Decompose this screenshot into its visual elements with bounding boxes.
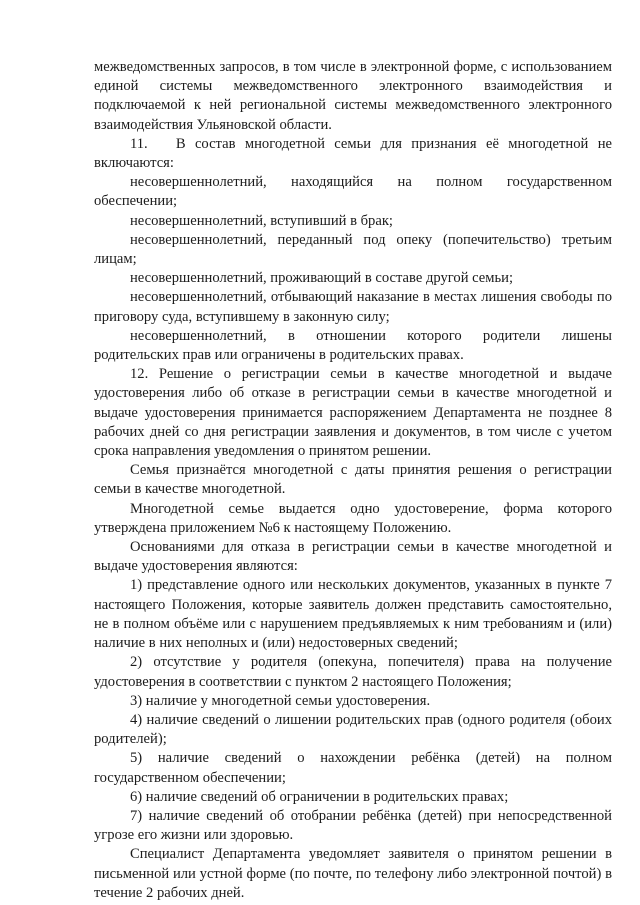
paragraph-ground-6: 6) наличие сведений об ограничении в родительских правах; [130,788,509,805]
paragraph-interagency-requests: межведомственных запросов, в том числе в электронной форме, с использованием единой системы межведомственного электронного взаимодействия и подключаемой к ней региональной системы межведомственного электронного взаимодействия Ульяновской области. [94,59,612,133]
paragraph-item-11: 11. В состав многодетной семьи для признания её многодетной не включаются: [94,135,612,172]
paragraph-ground-2: 2) отсутствие у родителя (опекуна, попечителя) права на получение удостоверения в соответствии с пунктом 2 настоящего Положения; [94,654,612,690]
paragraph-ground-7: 7) наличие сведений об отобрании ребёнка (детей) при непосредственной угрозе его жизни или здоровью. [94,807,612,844]
paragraph-ground-5: 5) наличие сведений о нахождении ребёнка (детей) на полном государственном обеспечении; [94,750,612,786]
paragraph-exclusion-imprisoned: несовершеннолетний, отбывающий наказание в местах лишения свободы по приговору суда, вступившему в законную силу; [94,289,612,325]
paragraph-ground-1: 1) представление одного или нескольких документов, указанных в пункте 7 настоящего Положения, которые заявитель должен представить самостоятельно, не в полном объёме или с нарушением предъявляемых к ним требованиям и (или) наличие в них неполных и (или) недостоверных сведений; [94,577,612,652]
paragraph-exclusion-state-care: несовершеннолетний, находящийся на полном государственном обеспечении; [94,174,612,210]
paragraph-item-12: 12. Решение о регистрации семьи в качестве многодетной и выдаче удостоверения либо об отказе в регистрации семьи в качестве многодетной и выдаче удостоверения принимается распоряжением Департамента не позднее 8 рабочих дней со дня регистрации заявления и документов, в том числе с учетом срока направления уведомления о принятом решении. [94,366,612,460]
paragraph-exclusion-deprived-rights: несовершеннолетний, в отношении которого родители лишены родительских прав или ограничены в родительских правах. [94,327,612,364]
paragraph-ground-4: 4) наличие сведений о лишении родительских прав (одного родителя (обоих родителей); [94,711,612,748]
paragraph-certificate-form: Многодетной семье выдается одно удостоверение, форма которого утверждена приложением №6 к настоящему Положению. [94,500,612,536]
paragraph-exclusion-married: несовершеннолетний, вступивший в брак; [130,212,393,229]
document-page [94,58,612,903]
paragraph-exclusion-other-family: несовершеннолетний, проживающий в составе другой семьи; [130,270,514,287]
paragraph-ground-3: 3) наличие у многодетной семьи удостоверения. [130,692,431,709]
paragraph-exclusion-guardianship: несовершеннолетний, переданный под опеку (попечительство) третьим лицам; [94,231,612,268]
paragraph-refusal-grounds: Основаниями для отказа в регистрации семьи в качестве многодетной и выдаче удостоверения являются: [94,539,612,575]
paragraph-notification: Специалист Департамента уведомляет заявителя о принятом решении в письменной или устной форме (по почте, по телефону либо электронной почтой) в течение 2 рабочих дней. [94,846,612,901]
paragraph-recognition-date: Семья признаётся многодетной с даты принятия решения о регистрации семьи в качестве многодетной. [94,462,612,498]
